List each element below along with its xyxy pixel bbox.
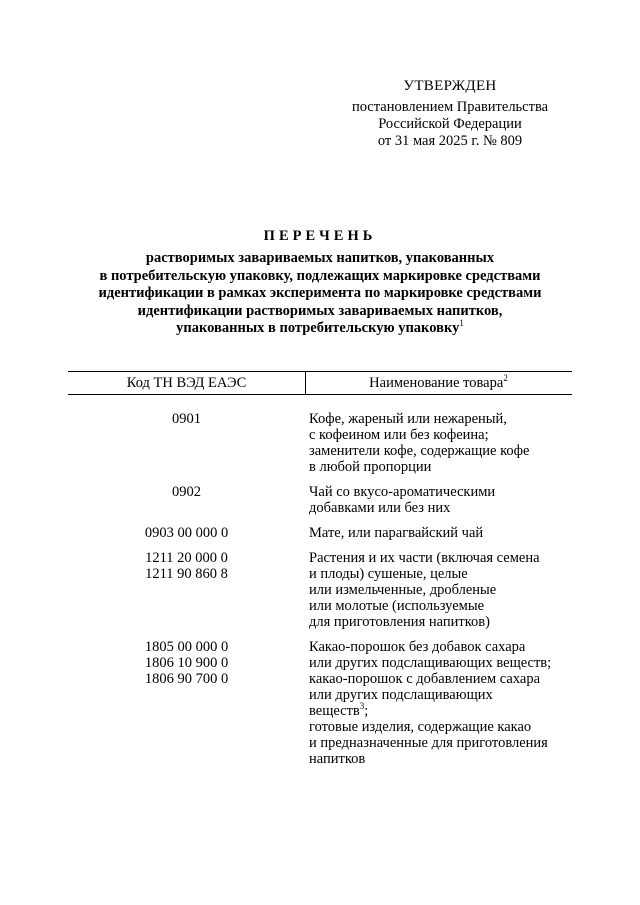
product-name-text: веществ — [309, 703, 360, 719]
product-name-line — [309, 719, 572, 735]
subtitle-line-text: в потребительскую упаковку, подлежащих маркировке средствами — [99, 267, 541, 284]
product-name-line — [309, 525, 572, 541]
product-name-text: или других подслащивающих веществ; — [309, 655, 552, 671]
header-name-footnote: 2 — [503, 373, 508, 384]
subtitle-line — [60, 268, 580, 286]
code-cell — [68, 484, 305, 516]
product-name-line — [309, 614, 572, 630]
document-title: ПЕРЕЧЕНЬ — [263, 228, 377, 244]
subtitle-line-text: упакованных в потребительскую упаковку — [176, 320, 460, 336]
table-header-bottom-border — [68, 394, 572, 395]
product-name-text: в любой пропорции — [309, 459, 432, 475]
name-cell — [305, 411, 572, 475]
approval-block — [330, 78, 570, 150]
product-name-text: Кофе, жареный или нежареный, — [309, 411, 507, 427]
subtitle-line-text: идентификации растворимых завариваемых напитков, — [137, 302, 503, 319]
header-name-text: Наименование товара — [369, 375, 504, 391]
product-name-line — [309, 443, 572, 459]
product-name-line — [309, 751, 572, 767]
product-name-text: напитков — [309, 751, 366, 767]
tn-ved-code: 1806 10 900 0 — [144, 655, 229, 671]
product-name-line — [309, 735, 572, 751]
product-name-text: и плоды) сушеные, целые — [309, 566, 468, 582]
subtitle-line — [60, 250, 580, 268]
product-name-line — [309, 411, 572, 427]
product-name-text: или молотые (используемые — [309, 598, 485, 614]
product-name-line — [309, 500, 572, 516]
approval-line-2: Российской Федерации — [378, 116, 522, 132]
approval-line-3: от 31 мая 2025 г. № 809 — [377, 133, 523, 149]
name-cell — [305, 639, 572, 767]
name-cell — [305, 484, 572, 516]
name-cell — [305, 525, 572, 541]
tn-ved-code: 0901 — [172, 411, 201, 427]
header-name — [305, 375, 572, 392]
table-row — [68, 639, 572, 767]
approval-line-1: постановлением Правительства — [351, 99, 549, 115]
product-name-line — [309, 459, 572, 475]
product-name-text: какао-порошок с добавлением сахара — [309, 671, 541, 687]
product-name-text: Растения и их части (включая семена — [309, 550, 540, 566]
subtitle-line-text: идентификации в рамках эксперимента по маркировке средствами — [98, 285, 542, 301]
product-name-text: добавками или без них — [309, 500, 451, 516]
table-row — [68, 550, 572, 630]
code-cell — [68, 525, 305, 541]
code-cell — [68, 639, 305, 767]
subtitle-line-text: растворимых завариваемых напитков, упакованных — [145, 250, 495, 266]
product-name-line — [309, 550, 572, 566]
tn-ved-code: 1805 00 000 0 — [144, 639, 229, 655]
product-name-text: Мате, или парагвайский чай — [309, 525, 484, 541]
product-name-punctuation: ; — [364, 703, 369, 719]
product-name-line — [309, 582, 572, 598]
table-row — [68, 411, 572, 475]
header-code: Код ТН ВЭД ЕАЭС — [126, 375, 247, 391]
product-name-text: заменители кофе, содержащие кофе — [309, 443, 530, 459]
table-body — [68, 411, 572, 776]
approval-stamp: УТВЕРЖДЕН — [403, 78, 497, 94]
product-name-line — [309, 687, 572, 703]
product-name-line — [309, 598, 572, 614]
subtitle-footnote: 1 — [459, 318, 464, 329]
product-name-text: с кофеином или без кофеина; — [309, 427, 489, 443]
product-name-line — [309, 566, 572, 582]
product-name-line — [309, 655, 572, 671]
name-cell — [305, 550, 572, 630]
table-row — [68, 525, 572, 541]
tn-ved-code: 1211 90 860 8 — [145, 566, 228, 582]
product-name-line — [309, 484, 572, 500]
subtitle-line — [60, 320, 580, 338]
product-name-text: и предназначенные для приготовления — [309, 735, 548, 751]
subtitle-line — [60, 303, 580, 321]
product-name-footnote: 3 — [359, 701, 365, 712]
table-row — [68, 484, 572, 516]
document-subtitle — [60, 250, 580, 338]
product-name-text: или измельченные, дробленые — [309, 582, 497, 598]
subtitle-line — [60, 285, 580, 303]
tn-ved-code: 1806 90 700 0 — [144, 671, 229, 687]
product-name-line — [309, 703, 572, 719]
product-name-text: готовые изделия, содержащие какао — [309, 719, 532, 735]
code-cell — [68, 411, 305, 475]
product-name-text: или других подслащивающих — [309, 687, 493, 703]
product-name-text: Какао-порошок без добавок сахара — [309, 639, 526, 655]
table-top-border — [68, 371, 572, 372]
product-name-line — [309, 427, 572, 443]
tn-ved-code: 0903 00 000 0 — [144, 525, 229, 541]
code-cell — [68, 550, 305, 630]
product-name-line — [309, 671, 572, 687]
tn-ved-code: 0902 — [172, 484, 201, 500]
tn-ved-code: 1211 20 000 0 — [145, 550, 228, 566]
product-name-text: для приготовления напитков) — [309, 614, 490, 630]
product-name-text: Чай со вкусо-ароматическими — [309, 484, 496, 500]
product-name-line — [309, 639, 572, 655]
